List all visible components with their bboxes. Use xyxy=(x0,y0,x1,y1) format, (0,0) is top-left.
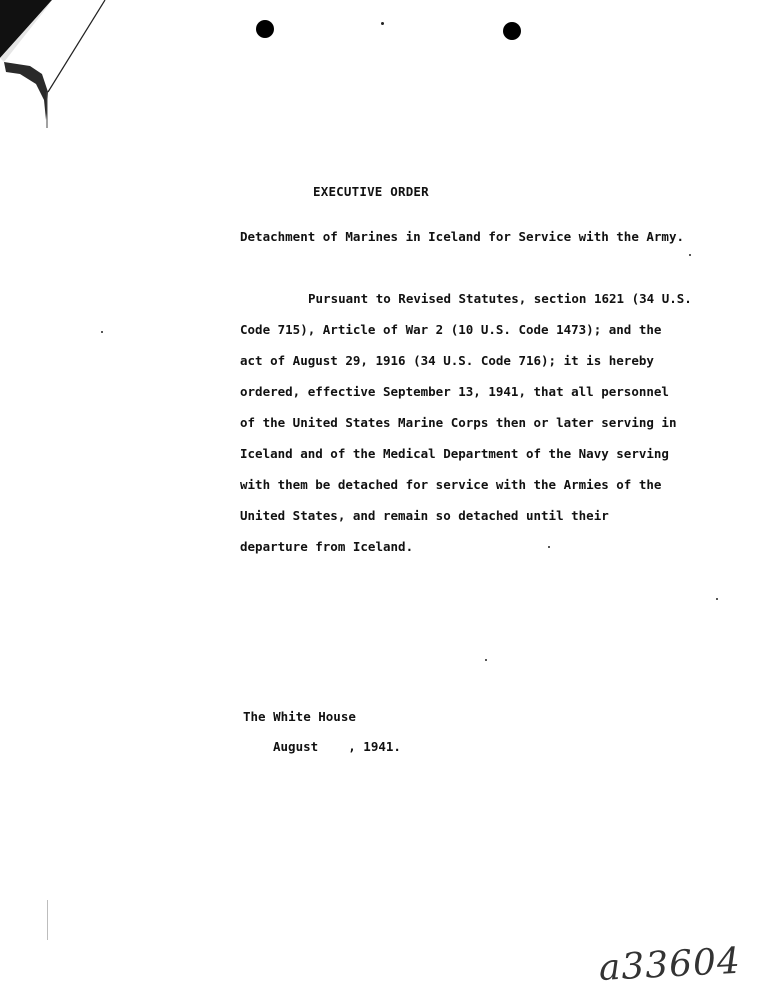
left-edge-shadow xyxy=(47,900,48,940)
body-line: Code 715), Article of War 2 (10 U.S. Code 1473); and the xyxy=(240,322,662,337)
handwritten-file-number: a33604 xyxy=(597,940,742,989)
body-line: Iceland and of the Medical Department of the Navy serving xyxy=(240,446,669,461)
speck-mark xyxy=(101,331,103,333)
signature-place: The White House xyxy=(243,709,356,724)
body-line: act of August 29, 1916 (34 U.S. Code 716); it is hereby xyxy=(240,353,654,368)
body-line: with them be detached for service with the Armies of the xyxy=(240,477,662,492)
body-line: ordered, effective September 13, 1941, that all personnel xyxy=(240,384,669,399)
speck-mark xyxy=(381,22,384,25)
punch-hole-left xyxy=(256,20,274,38)
document-subject: Detachment of Marines in Iceland for Service with the Army. xyxy=(240,229,685,244)
punch-hole-right xyxy=(503,22,521,40)
speck-mark xyxy=(689,254,691,256)
speck-mark xyxy=(716,598,718,600)
folded-corner-artifact xyxy=(0,0,110,130)
body-line: departure from Iceland. xyxy=(240,539,414,554)
body-line: of the United States Marine Corps then or later serving in xyxy=(240,415,677,430)
document-title: EXECUTIVE ORDER xyxy=(313,184,429,199)
body-line: Pursuant to Revised Statutes, section 1621 (34 U.S. xyxy=(308,291,692,306)
body-line: United States, and remain so detached until their xyxy=(240,508,609,523)
order-body xyxy=(240,290,692,569)
signature-date: August , 1941. xyxy=(273,739,401,754)
speck-mark xyxy=(485,659,487,661)
